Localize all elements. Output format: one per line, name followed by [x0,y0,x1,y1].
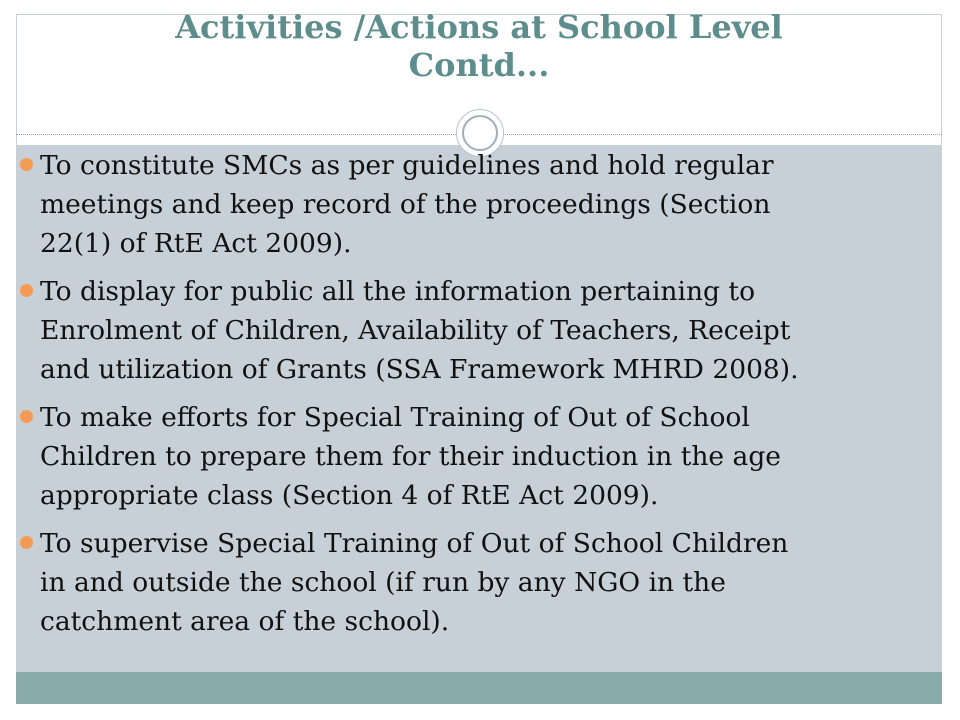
bullet-line: To display for public all the information pertaining to [40,276,756,307]
bullet-item [20,272,945,389]
bullet-dot-icon [20,410,33,423]
bullet-line: Enrolment of Children, Availability of Teachers, Receipt [40,315,791,346]
bullet-line: To make efforts for Special Training of Out of School [40,402,750,433]
bullet-dot-icon [20,158,33,171]
bullet-dot-icon [20,284,33,297]
bullet-dot-icon [20,536,33,549]
bullet-item [20,398,945,515]
bullet-line: 22(1) of RtE Act 2009). [40,228,352,259]
slide-title [16,8,942,84]
bullet-line: in and outside the school (if run by any NGO in the [40,567,726,598]
bullet-item [20,524,945,641]
title-line-2: Contd... [408,46,550,84]
footer-band [16,672,942,704]
bullet-line: meetings and keep record of the proceedings (Section [40,189,771,220]
bullet-line: and utilization of Grants (SSA Framework MHRD 2008). [40,354,799,385]
title-line-1: Activities /Actions at School Level [175,8,783,46]
bullet-list [20,146,945,650]
bullet-item [20,146,945,263]
bullet-line: catchment area of the school). [40,606,450,637]
bullet-line: To supervise Special Training of Out of School Children [40,528,789,559]
bullet-line: To constitute SMCs as per guidelines and hold regular [40,150,774,181]
bullet-line: Children to prepare them for their induction in the age [40,441,781,472]
bullet-line: appropriate class (Section 4 of RtE Act 2009). [40,480,659,511]
